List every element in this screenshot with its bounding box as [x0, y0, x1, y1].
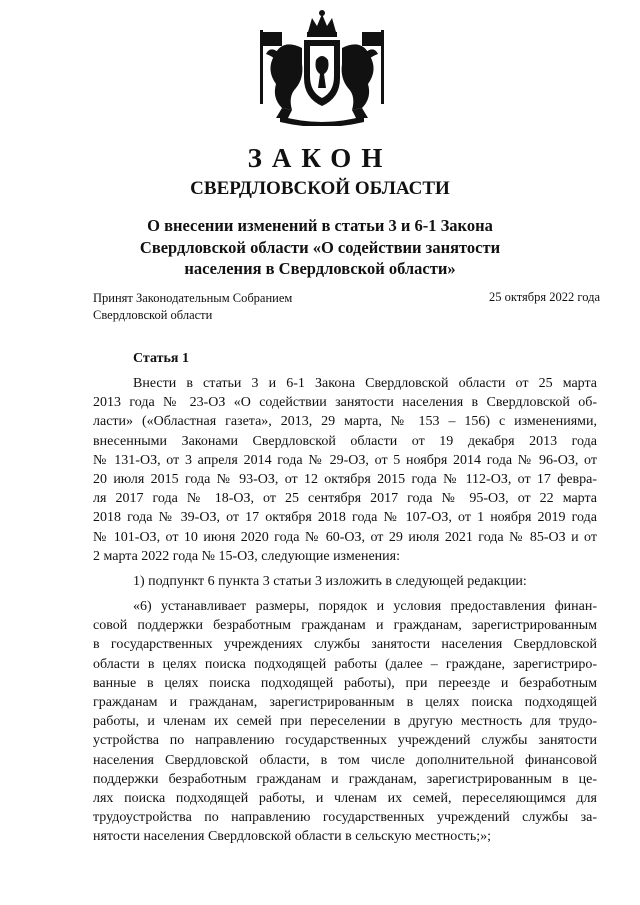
body-line: ласти» («Областная газета», 2013, 29 марта, № 153 – 156) с изменениями, [93, 414, 597, 430]
adoption-date: 25 октября 2022 года [488, 290, 600, 304]
quote-line: области в целях поиска подходящей работы (далее – граждане, зарегистриро- [93, 656, 597, 672]
sverdlovsk-coat-of-arms-icon [252, 8, 392, 126]
body-line: 2 марта 2022 года № 15-ОЗ, следующие изменения: [93, 548, 400, 564]
body-line: 2018 года № 39-ОЗ, от 17 октября 2018 года № 107-ОЗ, от 1 ноября 2019 года [93, 510, 597, 526]
law-heading-line: О внесении изменений в статьи 3 и 6-1 Закона [147, 216, 493, 235]
quote-line: работы, и членам их семей при переселении в другую местность для трудо- [93, 714, 597, 730]
body-line: № 101-ОЗ, от 10 июня 2020 года № 60-ОЗ, от 29 июля 2021 года № 85-ОЗ и от [93, 529, 597, 545]
document-subtitle: СВЕРДЛОВСКОЙ ОБЛАСТИ [190, 178, 450, 199]
body-line: Внести в статьи 3 и 6-1 Закона Свердловской области от 25 марта [133, 376, 597, 391]
quote-line: трудоустройства по направлению государственных учреждений службы за- [93, 810, 597, 826]
quote-line: совой поддержки безработным гражданам и гражданам, зарегистрированным [93, 618, 597, 634]
article-title: Статья 1 [133, 351, 189, 366]
law-heading-line: Свердловской области «О содействии занятости [139, 237, 501, 257]
document-title: ЗАКОН [247, 143, 393, 173]
quote-line: устройства по направлению государственных учреждений службы занятости [93, 733, 597, 749]
item-line: 1) подпункт 6 пункта 3 статьи 3 изложить в следующей редакции: [133, 573, 527, 589]
law-heading [100, 215, 540, 280]
quote-line: «6) устанавливает размеры, порядок и условия предоставления финан- [133, 599, 597, 615]
body-line: ля 2017 года № 18-ОЗ, от 25 сентября 2017 года № 95-ОЗ, от 22 марта [93, 491, 597, 507]
quote-line: поддержки безработным гражданам и гражданам, зарегистрированным в це- [93, 771, 597, 787]
law-heading-line: населения в Свердловской области» [184, 259, 456, 278]
quote-line: ванные в целях поиска подходящей работы), при переезде и безработным [93, 675, 597, 691]
quote-line: гражданам и гражданам, зарегистрированным в целях поиска подходящей [93, 695, 597, 710]
quote-line: нятости населения Свердловской области в сельскую местность;»; [93, 829, 492, 845]
adoption-note [93, 290, 292, 324]
adoption-line: Принят Законодательным Собранием [93, 291, 293, 305]
quote-line: населения Свердловской области, в том числе дополнительной финансовой [93, 752, 597, 768]
body-line: № 131-ОЗ, от 3 апреля 2014 года № 29-ОЗ, от 5 ноября 2014 года № 96-ОЗ, от [93, 452, 597, 468]
quote-line: в государственных учреждениях службы занятости населения Свердловской [93, 637, 597, 653]
quote-line: лях поиска подходящей работы, и членам их семей, переселяющимся для [93, 790, 597, 806]
body-line: внесенными Законами Свердловской области от 19 декабря 2013 года [93, 433, 597, 449]
article-body [93, 374, 597, 847]
body-line: 20 июля 2015 года № 93-ОЗ, от 12 октября 2015 года № 112-ОЗ, от 17 февра- [93, 471, 597, 487]
adoption-line: Свердловской области [93, 308, 213, 322]
body-line: 2013 года № 23-ОЗ «О содействии занятости населения в Свердловской об- [93, 395, 597, 411]
